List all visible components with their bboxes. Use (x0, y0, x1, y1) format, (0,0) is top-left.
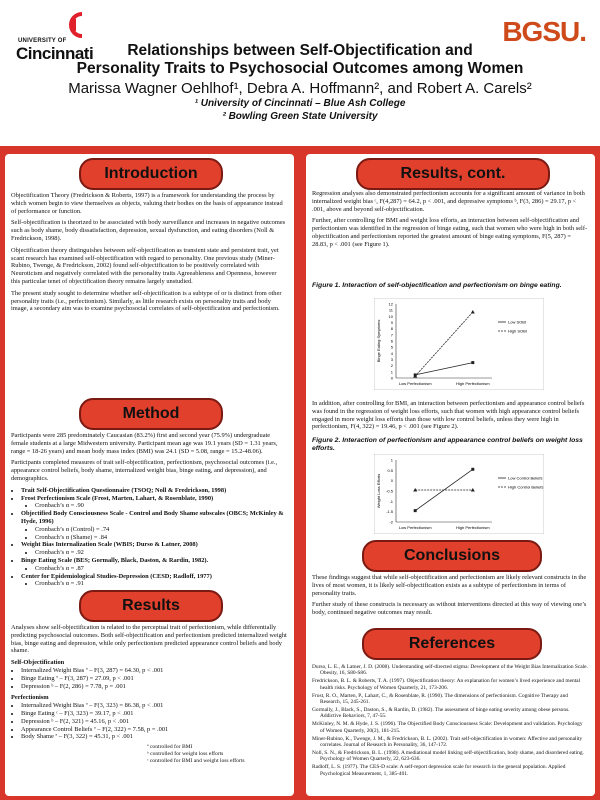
reference-item: Gormally, J., Black, S., Daston, S., & Rardin, D. (1982). The assessment of binge eating severity among obese persons. Addictive Behaviors, 7, 47-55. (312, 706, 570, 720)
y-tick-label: 4 (390, 350, 393, 356)
y-tick-label: -2 (389, 519, 393, 525)
y-tick-label: 6 (390, 338, 393, 344)
reliability-item: • Cronbach’s α = .92 (35, 549, 287, 557)
results-cont-heading: Results, cont. (356, 158, 550, 190)
title-line-2: Personality Traits to Psychosocial Outcomes among Women (76, 60, 524, 77)
y-tick-label: -0.5 (386, 488, 393, 494)
method-body (11, 432, 287, 588)
intro-paragraph-1: Objectification Theory (Fredrickson & Roberts, 1997) is a framework for understanding the process by which women begin to view themselves as objects, valuing their bodies on the basis of appearance instead of performance or function. (11, 192, 283, 215)
authors: Marissa Wagner Oehlhof¹, Debra A. Hoffmann², and Robert A. Carels² (68, 80, 532, 97)
result-item: • Binge Eating ª – F(3, 287) = 27.09, p < .001 (21, 675, 287, 683)
results-body (11, 624, 287, 765)
affiliation-2: ² Bowling Green State University (222, 111, 378, 122)
results-heading: Results (79, 590, 223, 622)
y-tick-label: 5 (390, 344, 393, 350)
results-paragraph-1: Analyses show self-objectification is related to the perceptual trait of perfectionism, while differentially predicting psychosocial outcomes. Both self-objectification and perfectionism predicted internalized weight bias, binge eating and depression, while only perfectionism predicted appearance control beliefs and body shame. (11, 624, 287, 655)
perfectionism-results (11, 702, 287, 741)
measures-list (11, 487, 287, 588)
reliability-item: • Cronbach’s α = .87 (35, 565, 287, 573)
right-column (306, 154, 595, 796)
reference-item: Miner-Rubino, K., Twenge, J. M., & Fredrickson, B. L. (2002). Trait self-objectification in women: Affective and personality correlates. Journal of Research in Personality, 36, 147-172. (312, 735, 583, 748)
y-tick-label: 2 (390, 363, 393, 369)
reference-item: Noll, S. N., & Fredrickson, B. L. (1998). A mediational model linking self-objectification, body shame, and disordered eating. Psychology of Women Quarterly, 22, 623-636. (312, 749, 584, 763)
x-tick-label: Low Perfectionism (398, 525, 432, 530)
y-tick-label: 8 (390, 326, 393, 332)
y-tick-label: 10 (388, 313, 393, 319)
results-cont-paragraph-2: Further, after controlling for BMI and weight loss efforts, an interaction between self-objectification and perfectionism was identified in the regression of binge eating, such that women who were high in both self-objectification and perfectionism reported the greatest amount of binge eating symptoms, F(5, 287) = 28.83, p < .001 (see Figure 1). (312, 217, 588, 248)
method-heading: Method (79, 398, 223, 430)
legend-label: Low Control Beliefs (508, 475, 543, 481)
reliability-item: • Cronbach’s α = .90 (35, 502, 287, 510)
y-tick-label: 1 (390, 457, 393, 463)
introduction-heading: Introduction (79, 158, 223, 190)
data-point (471, 468, 474, 471)
uc-university-label: UNIVERSITY OF (18, 38, 67, 44)
x-tick-label: High Perfectionism (456, 525, 490, 530)
y-tick-label: 0 (390, 375, 393, 381)
results-footnotes (11, 744, 287, 764)
results-cont-paragraph-3: In addition, after controlling for BMI, an interaction between perfectionism and appearance control beliefs was found in the regression of weight loss efforts, such that women with high appearance control beliefs engaged in more weight loss efforts than those with low control beliefs, unless they were high in perfectionism, F(4, 322) = 19.46, p < .001 (see Figure 2). (312, 400, 585, 431)
poster-header (0, 0, 600, 146)
figure-1-chart (374, 298, 544, 390)
y-tick-label: -1 (389, 498, 393, 504)
footnote-c: ᶜ controlled for BMI and weight loss efforts (147, 757, 245, 764)
result-item: • Binge Eating ᶜ – F(3, 323) = 39.17, p < .001 (21, 710, 287, 718)
data-point (414, 509, 417, 512)
x-tick-label: Low Perfectionism (398, 381, 432, 386)
footnote-b: ᵇ controlled for weight loss efforts (147, 750, 224, 757)
legend-label: Low SOBI (508, 319, 527, 325)
measure-item: • Weight Bias Internalization Scale (WBIS; Durso & Latner, 2008) • Cronbach’s α = .92 (21, 541, 287, 557)
reference-item: Fredrickson, B. L. & Roberts, T. A. (1997). Objectification theory: An explanation for women’s lived experience and mental health risks. Psychology of Women Quarterly, 21, 173-206. (312, 678, 581, 691)
figure-2-caption: Figure 2. Interaction of perfectionism and appearance control beliefs on weight loss efforts. (312, 437, 583, 452)
affiliation-1: ¹ University of Cincinnati – Blue Ash College (194, 98, 406, 109)
measure-item: • Objectified Body Consciousness Scale - Control and Body Shame subscales (OBCS; McKinley & Hyde, 1996) • Cronbach’s α (Control) = .74 • Cronbach’s α (Shame) = .84 (21, 510, 287, 541)
method-paragraph-1: Participants were 285 predominately Caucasian (83.2%) first and second year (75.9%) undergraduate female students at a large Midwestern university. Participant mean age was 19.1 years (SD = 1.31 years, range = 18-26 years) and mean body mass index (BMI) was 24.1 (SD = 5.08, range = 15.2-48.06). (11, 432, 278, 455)
y-tick-label: 0 (390, 478, 393, 484)
reference-item: Frost, R. O., Marten, P., Lahart, C., & Rosenblate, R. (1990). The dimensions of perfectionism. Cognitive Therapy and Research, 15, 245-261. (312, 692, 568, 706)
uc-c-mark-icon (62, 10, 88, 40)
measure-item: • Binge Eating Scale (BES; Gormally, Black, Daston, & Rardin, 1982). • Cronbach’s α = .87 (21, 557, 287, 573)
left-column (5, 154, 294, 796)
reliability-item: • Cronbach’s α (Shame) = .84 (35, 534, 287, 542)
result-item: • Internalized Weight Bias ª – F(3, 287) = 64.30, p < .001 (21, 667, 287, 675)
measure-item: • Center for Epidemiological Studies-Depression (CESD; Radloff, 1977) • Cronbach’s α = .91 (21, 573, 287, 589)
intro-paragraph-2: Self-objectification is theorized to be associated with body surveillance and increases in negative outcomes such as body shame, body dissatisfaction, depression, sexual dysfunction, and eating disorders (Noll & Fredrickson, 1998). (11, 219, 286, 242)
y-tick-label: -1.5 (386, 509, 393, 515)
results-cont-body-1 (312, 190, 588, 253)
conclusions-body (312, 574, 588, 621)
conclusions-paragraph-1: These findings suggest that while self-objectification and perfectionism are likely relevant constructs in the lives of most women, it is likely self-objectification exists as a subtype of perfectionism in terms of personality traits. (312, 574, 587, 597)
results-cont-body-2 (312, 400, 588, 435)
introduction-body (11, 192, 287, 317)
result-item: • Body Shame ª – F(3, 322) = 45.31, p < .001 (21, 733, 287, 741)
chart-frame (374, 298, 544, 390)
intro-paragraph-4: The present study sought to determine whether self-objectification is a subtype of or is distinct from other personality traits (i.e., perfectionism). Similarly, as little research exists on personality traits and body image, a secondary aim was to examine psychosocial correlates of self-objectification and perfectionism. (11, 289, 282, 313)
y-tick-label: 9 (390, 320, 393, 325)
poster-title (60, 42, 540, 78)
references-list (312, 664, 588, 779)
measure-item: • Frost Perfectionism Scale (Frost, Marten, Lahart, & Rosenblate, 1990) • Cronbach’s α = .90 (21, 495, 287, 511)
reliability-item: • Cronbach’s α (Control) = .74 (35, 526, 287, 534)
legend-label: High Control Beliefs (508, 484, 544, 490)
y-axis-label: Binge Eating Symptoms (376, 319, 381, 363)
y-tick-label: 1 (390, 369, 393, 375)
method-paragraph-2: Participants completed measures of trait self-objectification, perfectionism, psychosocial outcomes (i.e., appearance control beliefs, body shame, internalized weight bias, binge eating, and depression), and demographics. (11, 459, 278, 482)
y-tick-label: 7 (390, 332, 393, 338)
self-objectification-results (11, 667, 287, 690)
conclusions-heading: Conclusions (362, 540, 542, 572)
y-tick-label: 12 (388, 301, 393, 307)
reference-item: Durso, L. E., & Latner, J. D. (2008). Understanding self-directed stigma: Development of the Weight Bias Internalization Scale. Obesity, 16, S80-S86. (312, 664, 588, 677)
reference-item: Radloff, L. S. (1977). The CES-D scale: A self-report depression scale for research in the general population. Applied Psychological Measurement, 1, 385-401. (312, 764, 566, 777)
reference-item: McKinley, N. M. & Hyde, J. S. (1996). The Objectified Body Consciousness Scale: Development and validation. Psychology of Women Quarterly, 20(2), 181-215. (312, 721, 583, 734)
result-item: • Depression ᵇ – F(2, 321) = 45.16, p < .001 (21, 718, 287, 726)
figure-1-caption: Figure 1. Interaction of self-objectification and perfectionism on binge eating. (312, 282, 562, 289)
reliability-item: • Cronbach’s α = .91 (35, 580, 287, 588)
result-item: • Internalized Weight Bias ª – F(3, 323) = 86.38, p < .001 (21, 702, 287, 710)
conclusions-paragraph-2: Further study of these constructs is necessary as without interventions directed at this way of viewing one’s body, continued negative outcomes may result. (312, 601, 587, 617)
result-item: • Appearance Control Beliefs ª – F(2, 322) = 7.58, p = .001 (21, 726, 287, 734)
y-axis-label: Weight Loss Efforts (376, 473, 381, 509)
y-tick-label: 3 (390, 357, 393, 362)
footnote-a: ª controlled for BMI (147, 744, 193, 751)
title-line-1: Relationships between Self-Objectification and (127, 42, 473, 59)
measure-item: • Trait Self-Objectification Questionnaire (TSOQ; Noll & Fredrickson, 1998) (21, 487, 287, 495)
x-tick-label: High Perfectionism (456, 381, 490, 386)
uc-name: Cincinnati (16, 44, 94, 63)
intro-paragraph-3: Objectification theory distinguishes between self-objectification as transient state and persistent trait, yet scant research has examined self-objectification with regard to personality. One previous study (Miner-Rubino, Twenge, & Fredrickson, 2002) found self-objectification to be positively correlated with Neuroticism and negatively correlated with the personality traits Agreeableness and Openness, however this particular tenet of objectification theory remains largely unstudied. (11, 246, 279, 285)
bgsu-logo: BGSU. (502, 16, 586, 47)
self-objectification-heading: Self-Objectification (11, 659, 65, 667)
y-tick-label: 0.5 (387, 467, 393, 473)
perfectionism-heading: Perfectionism (11, 694, 49, 702)
result-item: • Depression ᵇ – F(2, 286) = 7.78, p = .001 (21, 683, 287, 691)
legend-label: High SOBI (508, 328, 527, 334)
data-point (471, 361, 474, 364)
references-heading: References (362, 628, 542, 660)
y-tick-label: 11 (388, 307, 393, 313)
results-cont-paragraph-1: Regression analyses also demonstrated perfectionism accounts for a significant amount of variance in both internalized weight bias ᶜ, F(4,287) = 64.2, p < .001, and depressive symptoms ᵇ, F(3, 286) = 29.17, p < .001, above and beyond self-objectification. (312, 190, 585, 213)
figure-2-chart (374, 454, 544, 534)
